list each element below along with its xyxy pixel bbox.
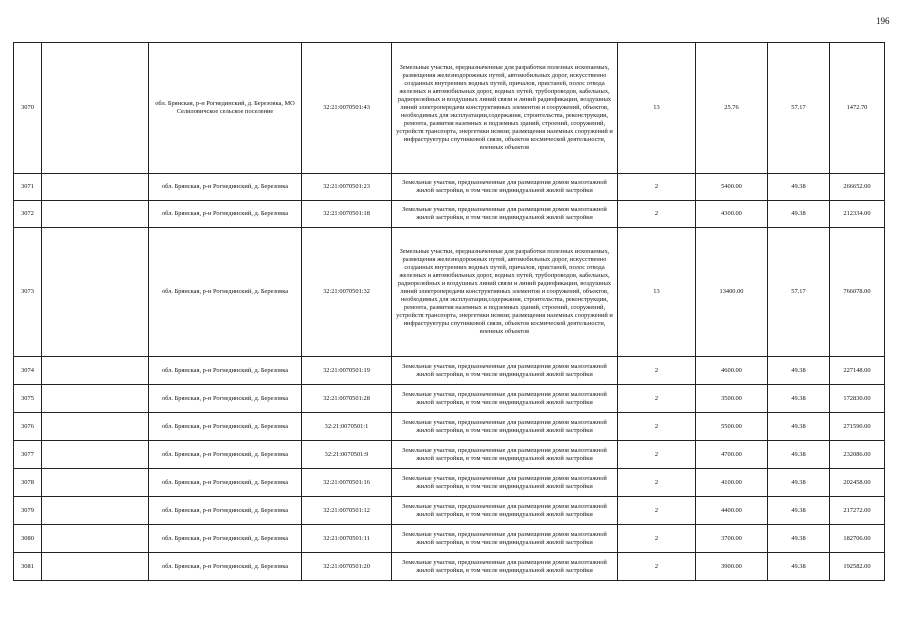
rate-cell: 49.38: [768, 469, 830, 497]
land-use-description: Земельные участки, предназначенные для размещения домов малоэтажной жилой застройки, в том числе индивидуальной жилой застройки: [392, 201, 618, 228]
group-number: 2: [618, 525, 696, 553]
cadastral-number: 32:21:0070501:1: [302, 413, 392, 441]
land-use-description: Земельные участки, предназначенные для размещения домов малоэтажной жилой застройки, в том числе индивидуальной жилой застройки: [392, 357, 618, 385]
row-id: 3076: [14, 413, 42, 441]
area-cell: 3500.00: [696, 385, 768, 413]
land-registry-table: [13, 42, 885, 581]
blank-cell: [42, 201, 149, 228]
table-row: [14, 201, 885, 228]
area-cell: 4700.00: [696, 441, 768, 469]
value-cell: 271590.00: [830, 413, 885, 441]
row-id: 3081: [14, 553, 42, 581]
rate-cell: 49.38: [768, 497, 830, 525]
row-id: 3070: [14, 43, 42, 174]
address-cell: обл. Брянская, р-н Рогнединский, д. Березовка: [149, 228, 302, 357]
address-cell: обл. Брянская, р-н Рогнединский, д. Березовка: [149, 357, 302, 385]
blank-cell: [42, 497, 149, 525]
cadastral-number: 32:21:0070501:16: [302, 469, 392, 497]
blank-cell: [42, 469, 149, 497]
value-cell: 232086.00: [830, 441, 885, 469]
land-use-description: Земельные участки, предназначенные для размещения домов малоэтажной жилой застройки, в том числе индивидуальной жилой застройки: [392, 469, 618, 497]
rate-cell: 49.38: [768, 553, 830, 581]
row-id: 3079: [14, 497, 42, 525]
rate-cell: 57.17: [768, 228, 830, 357]
group-number: 13: [618, 43, 696, 174]
table-row: [14, 385, 885, 413]
land-use-description: Земельные участки, предназначенные для разработки полезных ископаемых, размещения железнодорожных путей, автомобильных дорог, искусственно созданных внутренних водных путей, причалов, пристаней, полос отвода железных и автомобильных дорог, водных путей, трубопроводов, кабельных, радиорелейных и воздушных линий связи и линий радиофикации, воздушных линий электропередачи конструктивных элементов и сооружений, объектов, необходимых для эксплуатации,содержания, строительства, реконструкции, ремонта, развития наземных и подземных зданий, строений, сооружений, устройств транспорта, энергетики исвязи; размещения наземных сооружений и инфраструктуры спутниковой связи, объектов космической деятельности, военных объектов: [392, 228, 618, 357]
land-use-description: Земельные участки, предназначенные для размещения домов малоэтажной жилой застройки, в том числе индивидуальной жилой застройки: [392, 525, 618, 553]
rate-cell: 49.38: [768, 525, 830, 553]
group-number: 2: [618, 357, 696, 385]
area-cell: 4300.00: [696, 201, 768, 228]
blank-cell: [42, 174, 149, 201]
row-id: 3071: [14, 174, 42, 201]
table-row: [14, 413, 885, 441]
group-number: 2: [618, 441, 696, 469]
value-cell: 202458.00: [830, 469, 885, 497]
land-use-description: Земельные участки, предназначенные для разработки полезных ископаемых, размещения железнодорожных путей, автомобильных дорог, искусственно созданных внутренних водных путей, причалов, пристаней, полос отвода железных и автомобильных дорог, водных путей, трубопроводов, кабельных, радиорелейных и воздушных линий связи и линий радиофикации, воздушных линий электропередачи конструктивных элементов и сооружений, объектов, необходимых для эксплуатации,содержания, строительства, реконструкции, ремонта, развития наземных и подземных зданий, строений, сооружений, устройств транспорта, энергетики исвязи; размещения наземных сооружений и инфраструктуры спутниковой связи, объектов космической деятельности, военных объектов: [392, 43, 618, 174]
group-number: 2: [618, 385, 696, 413]
group-number: 2: [618, 174, 696, 201]
blank-cell: [42, 43, 149, 174]
land-use-description: Земельные участки, предназначенные для размещения домов малоэтажной жилой застройки, в том числе индивидуальной жилой застройки: [392, 413, 618, 441]
table-row: [14, 553, 885, 581]
area-cell: 4400.00: [696, 497, 768, 525]
rate-cell: 49.38: [768, 385, 830, 413]
table-body: [14, 43, 885, 581]
rate-cell: 57.17: [768, 43, 830, 174]
value-cell: 192582.00: [830, 553, 885, 581]
area-cell: 13400.00: [696, 228, 768, 357]
cadastral-number: 32:21:0070501:43: [302, 43, 392, 174]
address-cell: обл. Брянская, р-н Рогнединский, д. Березовка: [149, 497, 302, 525]
rate-cell: 49.38: [768, 174, 830, 201]
value-cell: 172830.00: [830, 385, 885, 413]
table-row: [14, 497, 885, 525]
group-number: 2: [618, 497, 696, 525]
value-cell: 766078.00: [830, 228, 885, 357]
row-id: 3075: [14, 385, 42, 413]
table-row: [14, 525, 885, 553]
blank-cell: [42, 525, 149, 553]
row-id: 3072: [14, 201, 42, 228]
row-id: 3074: [14, 357, 42, 385]
address-cell: обл. Брянская, р-н Рогнединский, д. Березовка, МО Селиловичское сельское поселение: [149, 43, 302, 174]
address-cell: обл. Брянская, р-н Рогнединский, д. Березовка: [149, 441, 302, 469]
table-row: [14, 228, 885, 357]
area-cell: 4100.00: [696, 469, 768, 497]
area-cell: 5400.00: [696, 174, 768, 201]
land-use-description: Земельные участки, предназначенные для размещения домов малоэтажной жилой застройки, в том числе индивидуальной жилой застройки: [392, 553, 618, 581]
cadastral-number: 32:21:0070501:23: [302, 174, 392, 201]
cadastral-number: 32:21:0070501:18: [302, 201, 392, 228]
area-cell: 3700.00: [696, 525, 768, 553]
table-row: [14, 469, 885, 497]
area-cell: 25.76: [696, 43, 768, 174]
rate-cell: 49.38: [768, 413, 830, 441]
address-cell: обл. Брянская, р-н Рогнединский, д. Березовка: [149, 525, 302, 553]
cadastral-number: 32:21:0070501:19: [302, 357, 392, 385]
cadastral-number: 32:21:0070501:11: [302, 525, 392, 553]
area-cell: 3900.00: [696, 553, 768, 581]
group-number: 2: [618, 413, 696, 441]
cadastral-number: 32:21:0070501:12: [302, 497, 392, 525]
row-id: 3077: [14, 441, 42, 469]
blank-cell: [42, 228, 149, 357]
row-id: 3078: [14, 469, 42, 497]
table-row: [14, 441, 885, 469]
address-cell: обл. Брянская, р-н Рогнединский, д. Березовка: [149, 413, 302, 441]
land-use-description: Земельные участки, предназначенные для размещения домов малоэтажной жилой застройки, в том числе индивидуальной жилой застройки: [392, 497, 618, 525]
land-use-description: Земельные участки, предназначенные для размещения домов малоэтажной жилой застройки, в том числе индивидуальной жилой застройки: [392, 174, 618, 201]
row-id: 3080: [14, 525, 42, 553]
table-row: [14, 174, 885, 201]
row-id: 3073: [14, 228, 42, 357]
cadastral-number: 32:21:0070501:32: [302, 228, 392, 357]
cadastral-number: 32:21:0070501:28: [302, 385, 392, 413]
cadastral-number: 32:21:0070501:9: [302, 441, 392, 469]
value-cell: 212334.00: [830, 201, 885, 228]
rate-cell: 49.38: [768, 201, 830, 228]
table-row: [14, 43, 885, 174]
page-number: 196: [876, 16, 890, 26]
group-number: 2: [618, 469, 696, 497]
blank-cell: [42, 385, 149, 413]
value-cell: 217272.00: [830, 497, 885, 525]
table-row: [14, 357, 885, 385]
rate-cell: 49.38: [768, 357, 830, 385]
rate-cell: 49.38: [768, 441, 830, 469]
address-cell: обл. Брянская, р-н Рогнединский, д. Березовка: [149, 174, 302, 201]
group-number: 13: [618, 228, 696, 357]
land-use-description: Земельные участки, предназначенные для размещения домов малоэтажной жилой застройки, в том числе индивидуальной жилой застройки: [392, 385, 618, 413]
address-cell: обл. Брянская, р-н Рогнединский, д. Березовка: [149, 469, 302, 497]
value-cell: 227148.00: [830, 357, 885, 385]
address-cell: обл. Брянская, р-н Рогнединский, д. Березовка: [149, 385, 302, 413]
blank-cell: [42, 413, 149, 441]
blank-cell: [42, 553, 149, 581]
land-use-description: Земельные участки, предназначенные для размещения домов малоэтажной жилой застройки, в том числе индивидуальной жилой застройки: [392, 441, 618, 469]
value-cell: 1472.70: [830, 43, 885, 174]
area-cell: 5500.00: [696, 413, 768, 441]
area-cell: 4600.00: [696, 357, 768, 385]
value-cell: 182706.00: [830, 525, 885, 553]
group-number: 2: [618, 553, 696, 581]
group-number: 2: [618, 201, 696, 228]
value-cell: 266652.00: [830, 174, 885, 201]
address-cell: обл. Брянская, р-н Рогнединский, д. Березовка: [149, 553, 302, 581]
address-cell: обл. Брянская, р-н Рогнединский, д. Березовка: [149, 201, 302, 228]
cadastral-number: 32:21:0070501:20: [302, 553, 392, 581]
blank-cell: [42, 441, 149, 469]
blank-cell: [42, 357, 149, 385]
